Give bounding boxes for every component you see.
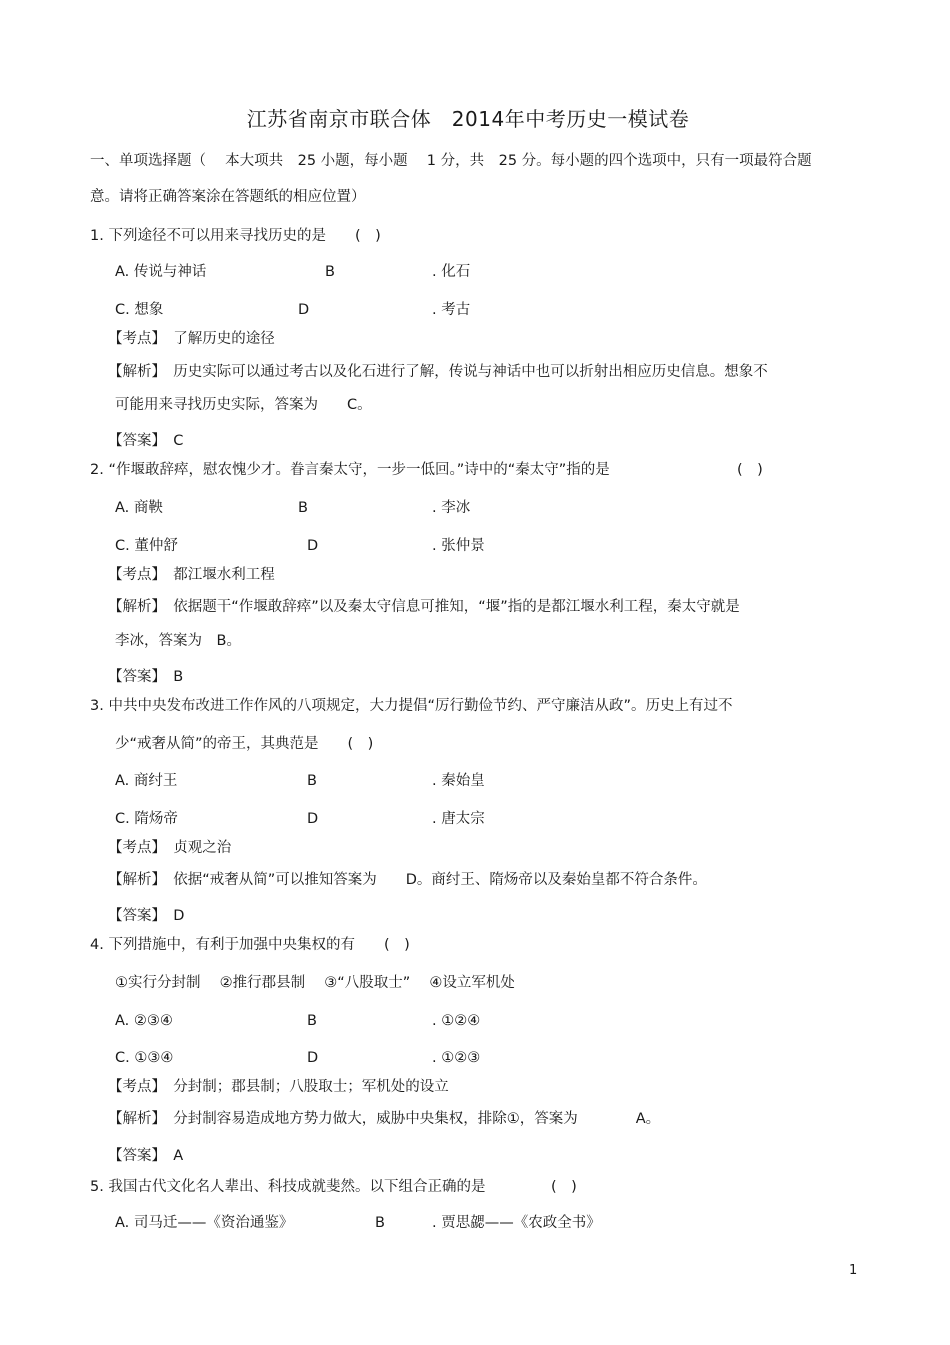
q4-option-c: C. ①③④ bbox=[115, 1050, 174, 1066]
q4-stem: 4. 下列措施中，有利于加强中央集权的有 ( ) bbox=[90, 937, 410, 953]
q1-analysis-line2: 可能用来寻找历史实际，答案为 C。 bbox=[115, 397, 372, 413]
q1-option-a: A. 传说与神话 bbox=[115, 264, 207, 280]
q2-option-d-letter: D bbox=[307, 538, 319, 554]
q1-answer: 【答案】 C bbox=[108, 433, 184, 449]
q1-option-b: . 化石 bbox=[432, 264, 471, 280]
q3-option-c: C. 隋炀帝 bbox=[115, 811, 178, 827]
q2-option-c: C. 董仲舒 bbox=[115, 538, 178, 554]
q3-point: 【考点】 贞观之治 bbox=[108, 840, 232, 856]
q5-option-b-letter: B bbox=[375, 1215, 385, 1231]
q2-option-d: . 张仲景 bbox=[432, 538, 485, 554]
q1-point: 【考点】 了解历史的途径 bbox=[108, 331, 275, 347]
q3-stem-line2: 少“戒奢从简”的帝王，其典范是 ( ) bbox=[115, 736, 374, 752]
q3-analysis: 【解析】 依据“戒奢从简”可以推知答案为 D。商纣王、隋炀帝以及秦始皇都不符合条件。 bbox=[108, 872, 707, 888]
q4-options-list: ①实行分封制 ②推行郡县制 ③“八股取士” ④设立军机处 bbox=[115, 975, 515, 991]
q4-option-a: A. ②③④ bbox=[115, 1013, 173, 1029]
q2-option-b-letter: B bbox=[298, 500, 308, 516]
q4-option-d-letter: D bbox=[307, 1050, 319, 1066]
q2-paren: ( ) bbox=[737, 462, 763, 478]
q3-stem-line1: 3. 中共中央发布改进工作作风的八项规定，大力提倡“厉行勤俭节约、严守廉洁从政”。历史上有过不 bbox=[90, 698, 733, 714]
q1-stem: 1. 下列途径不可以用来寻找历史的是 ( ) bbox=[90, 228, 381, 244]
q5-paren: ( ) bbox=[551, 1179, 577, 1195]
section-header-line1: 一、单项选择题（ 本大项共 25 小题，每小题 1 分，共 25 分。每小题的四个选项中，只有一项最符合题 bbox=[90, 153, 812, 169]
q2-point: 【考点】 都江堰水利工程 bbox=[108, 567, 275, 583]
q4-option-b-letter: B bbox=[307, 1013, 317, 1029]
q5-option-b: . 贾思勰——《农政全书》 bbox=[432, 1215, 601, 1231]
q2-analysis-line2: 李冰，答案为 B。 bbox=[115, 633, 241, 649]
q1-option-b-letter: B bbox=[325, 264, 335, 280]
q3-option-b-letter: B bbox=[307, 773, 317, 789]
q3-answer: 【答案】 D bbox=[108, 908, 185, 924]
q4-point: 【考点】 分封制；郡县制；八股取士；军机处的设立 bbox=[108, 1079, 449, 1095]
q1-option-d-letter: D bbox=[298, 302, 310, 318]
q4-analysis: 【解析】 分封制容易造成地方势力做大，威胁中央集权，排除①，答案为 A。 bbox=[108, 1111, 661, 1127]
q5-option-a: A. 司马迁——《资治通鉴》 bbox=[115, 1215, 294, 1231]
q5-stem: 5. 我国古代文化名人辈出、科技成就斐然。以下组合正确的是 bbox=[90, 1179, 486, 1195]
q4-option-d: . ①②③ bbox=[432, 1050, 481, 1066]
section-header-line2: 意。请将正确答案涂在答题纸的相应位置） bbox=[90, 189, 366, 205]
q2-option-a: A. 商鞅 bbox=[115, 500, 163, 516]
q3-option-d: . 唐太宗 bbox=[432, 811, 485, 827]
q3-option-d-letter: D bbox=[307, 811, 319, 827]
page-number: 1 bbox=[849, 1263, 858, 1278]
q1-option-c: C. 想象 bbox=[115, 302, 164, 318]
q4-option-b: . ①②④ bbox=[432, 1013, 481, 1029]
q2-answer: 【答案】 B bbox=[108, 669, 184, 685]
q1-analysis-line1: 【解析】 历史实际可以通过考古以及化石进行了解，传说与神话中也可以折射出相应历史信息。想象不 bbox=[108, 364, 768, 380]
q1-option-d: . 考古 bbox=[432, 302, 471, 318]
q2-analysis-line1: 【解析】 依据题干“作堰敢辞瘁”以及秦太守信息可推知，“堰”指的是都江堰水利工程，秦太守就是 bbox=[108, 599, 740, 615]
q2-option-b: . 李冰 bbox=[432, 500, 471, 516]
q3-option-a: A. 商纣王 bbox=[115, 773, 178, 789]
q3-option-b: . 秦始皇 bbox=[432, 773, 485, 789]
q2-stem: 2. “作堰敢辞瘁，慰农愧少才。眷言秦太守，一步一低回。”诗中的“秦太守”指的是 bbox=[90, 462, 610, 478]
q4-answer: 【答案】 A bbox=[108, 1148, 184, 1164]
page-title: 江苏省南京市联合体 2014年中考历史一模试卷 bbox=[246, 107, 690, 131]
